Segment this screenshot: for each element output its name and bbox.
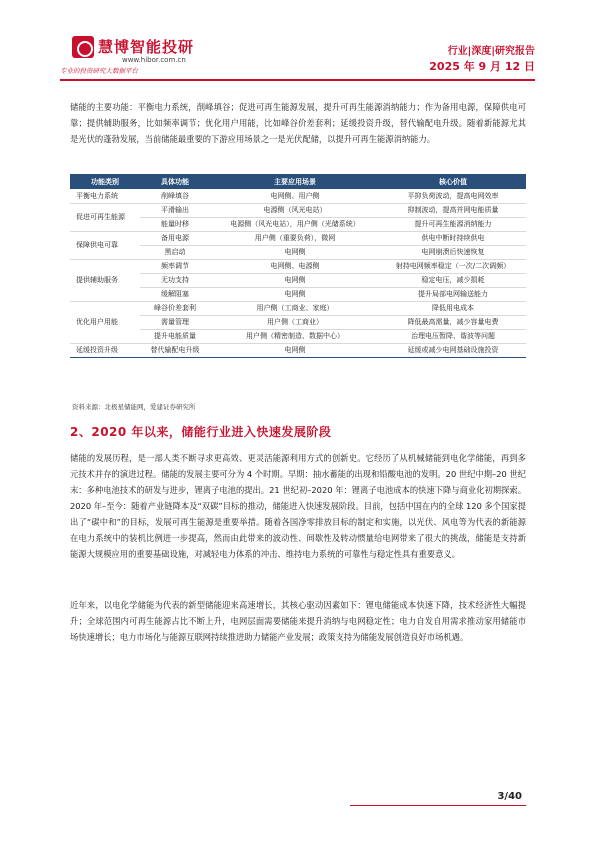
table-source: 资料来源：北极星储能网，爱建证券研究所 bbox=[72, 403, 196, 411]
intro-paragraph: 储能的主要功能：平衡电力系统，削峰填谷；促进可再生能源发展，提升可再生能源消纳能力；作为备用电源，保障供电可靠；提供辅助服务，比如频率调节；优化用户用能，比如峰谷价差套利；延缓投资升级，替代输配电升级。随着新能源尤其是光伏的蓬勃发展，当前储能最重要的下游应用场景之一是光伏配储，以提升可再生能源消纳能力。 bbox=[70, 102, 526, 144]
table-cell-value: 平抑负荷波动，提高电网效率 bbox=[380, 189, 526, 203]
table-cell-function: 能量时移 bbox=[140, 217, 210, 231]
table-cell-scenario: 电网侧、电源侧 bbox=[210, 259, 380, 273]
table-cell-function: 频率调节 bbox=[140, 259, 210, 273]
history-paragraph: 储能的发展历程，是一部人类不断寻求更高效、更灵活能源利用方式的创新史。它经历了从机械储能到电化学储能，再到多元技术并存的演进过程。储能的发展主要可分为 4 个时期。早期：抽水蓄能的出现和铅酸电池的发明。20 世纪中期–20 世纪末：多种电池技术的研发与进步，锂离子电池的提出。21 世纪初–2020 年：锂离子电池成本的快速下降与商业化初期探索。2020 年–至今：随着产业链降本及“双碳”目标的推动，储能进入快速发展阶段。目前，包括中国在内的全球 120 多个国家提出了“碳中和”的目标，发展可再生能源是重要举措。随着各国净零排放目标的制定和实施，以光伏、风电等为代表的新能源在电力系统中的装机比例进一步提高，然而由此带来的波动性、间歇性及转动惯量给电网带来了很大的挑战，储能是支持新能源大规模应用的重要基础设施，对减轻电力体系的冲击、维持电力系统的可靠性与稳定性具有重要意义。 bbox=[70, 453, 526, 559]
logo-text: 慧博智能投研 bbox=[98, 38, 195, 56]
table-row bbox=[70, 343, 526, 357]
logo-icon bbox=[72, 36, 94, 58]
table-cell-scenario: 电网侧 bbox=[210, 287, 380, 301]
table-cell-scenario: 电网侧 bbox=[210, 343, 380, 357]
table-cell-value: 射持电网频率稳定（一次/二次调频） bbox=[380, 259, 526, 273]
table-cell-function: 提升电能质量 bbox=[140, 329, 210, 343]
report-type: 行业|深度|研究报告 bbox=[447, 46, 535, 57]
table-cell-scenario: 用户侧（精密制造、数据中心） bbox=[210, 329, 380, 343]
table-cell-scenario: 用户侧（工商业） bbox=[210, 315, 380, 329]
storage-function-table bbox=[70, 174, 526, 358]
header-divider bbox=[60, 79, 535, 81]
table-row bbox=[70, 259, 526, 273]
table-cell-scenario: 电网侧 bbox=[210, 245, 380, 259]
table-cell-scenario: 电源侧（风光电站） bbox=[210, 203, 380, 217]
table-cell-value: 治理电压暂降、谐波等问题 bbox=[380, 329, 526, 343]
table-row bbox=[70, 189, 526, 203]
table-cell-scenario: 用户侧（工商业、家庭） bbox=[210, 301, 380, 315]
table-cell-function: 缓解阻塞 bbox=[140, 287, 210, 301]
table-cell-value: 抑制波动，提高并网电能质量 bbox=[380, 203, 526, 217]
table-cell-value: 降低最高需量，减少容量电费 bbox=[380, 315, 526, 329]
table-cell-function: 替代输配电升级 bbox=[140, 343, 210, 357]
logo-url: www.hibor.com.cn bbox=[122, 56, 186, 64]
table-cell-category: 平衡电力系统 bbox=[70, 189, 140, 203]
table-cell-value: 提升局部电网输送能力 bbox=[380, 287, 526, 301]
table-cell-category: 保障供电可靠 bbox=[70, 231, 140, 259]
table-cell-function: 黑启动 bbox=[140, 245, 210, 259]
table-cell-function: 峰谷价差套利 bbox=[140, 301, 210, 315]
table-cell-category: 提供辅助服务 bbox=[70, 259, 140, 301]
table-header-category: 功能类别 bbox=[70, 174, 140, 189]
table-cell-value: 电网崩溃后快速恢复 bbox=[380, 245, 526, 259]
report-date: 2025 年 9 月 12 日 bbox=[429, 60, 535, 73]
table-cell-function: 平滑输出 bbox=[140, 203, 210, 217]
table-row bbox=[70, 231, 526, 245]
table-header-row bbox=[70, 174, 526, 189]
table-cell-function: 无功支持 bbox=[140, 273, 210, 287]
table-cell-category: 延缓投资升级 bbox=[70, 343, 140, 357]
table-cell-scenario: 电源侧（风光电站），用户侧（光储系统） bbox=[210, 217, 380, 231]
table-cell-scenario: 电网侧、用户侧 bbox=[210, 189, 380, 203]
table-cell-value: 供电中断时持续供电 bbox=[380, 231, 526, 245]
drivers-paragraph: 近年来，以电化学储能为代表的新型储能迎来高速增长，其核心驱动因素如下：锂电储能成本快速下降，技术经济性大幅提升；全球范围内可再生能源占比不断上升，电网层面需要储能来提升消纳与电网稳定性；电力自发自用需求推动家用储能市场快速增长；电力市场化与能源互联网持续推进助力储能产业发展；政策支持为储能发展创造良好市场机遇。 bbox=[70, 600, 526, 642]
table-row bbox=[70, 301, 526, 315]
table-cell-value: 降低用电成本 bbox=[380, 301, 526, 315]
table-cell-scenario: 用户侧（重要负荷），微网 bbox=[210, 231, 380, 245]
table-cell-value: 稳定电压，减少损耗 bbox=[380, 273, 526, 287]
report-header bbox=[60, 36, 535, 78]
page-number: 3/40 bbox=[497, 791, 522, 802]
table-cell-value: 提升可再生能源消纳能力 bbox=[380, 217, 526, 231]
table-cell-category: 优化用户用能 bbox=[70, 301, 140, 343]
table-row bbox=[70, 203, 526, 217]
section-heading: 2、2020 年以来，储能行业进入快速发展阶段 bbox=[70, 425, 332, 439]
logo-slogan: 专业的投资研究大数据平台 bbox=[60, 67, 138, 75]
table-cell-function: 备用电源 bbox=[140, 231, 210, 245]
table-cell-category: 促进可再生能源 bbox=[70, 203, 140, 231]
table-cell-function: 需量管理 bbox=[140, 315, 210, 329]
table-header-function: 具体功能 bbox=[140, 174, 210, 189]
table-cell-scenario: 电网侧 bbox=[210, 273, 380, 287]
table-cell-function: 削峰填谷 bbox=[140, 189, 210, 203]
table-header-scenario: 主要应用场景 bbox=[210, 174, 380, 189]
footer-divider bbox=[350, 805, 526, 806]
table-header-value: 核心价值 bbox=[380, 174, 526, 189]
table-cell-value: 延缓或减少电网基础设施投资 bbox=[380, 343, 526, 357]
